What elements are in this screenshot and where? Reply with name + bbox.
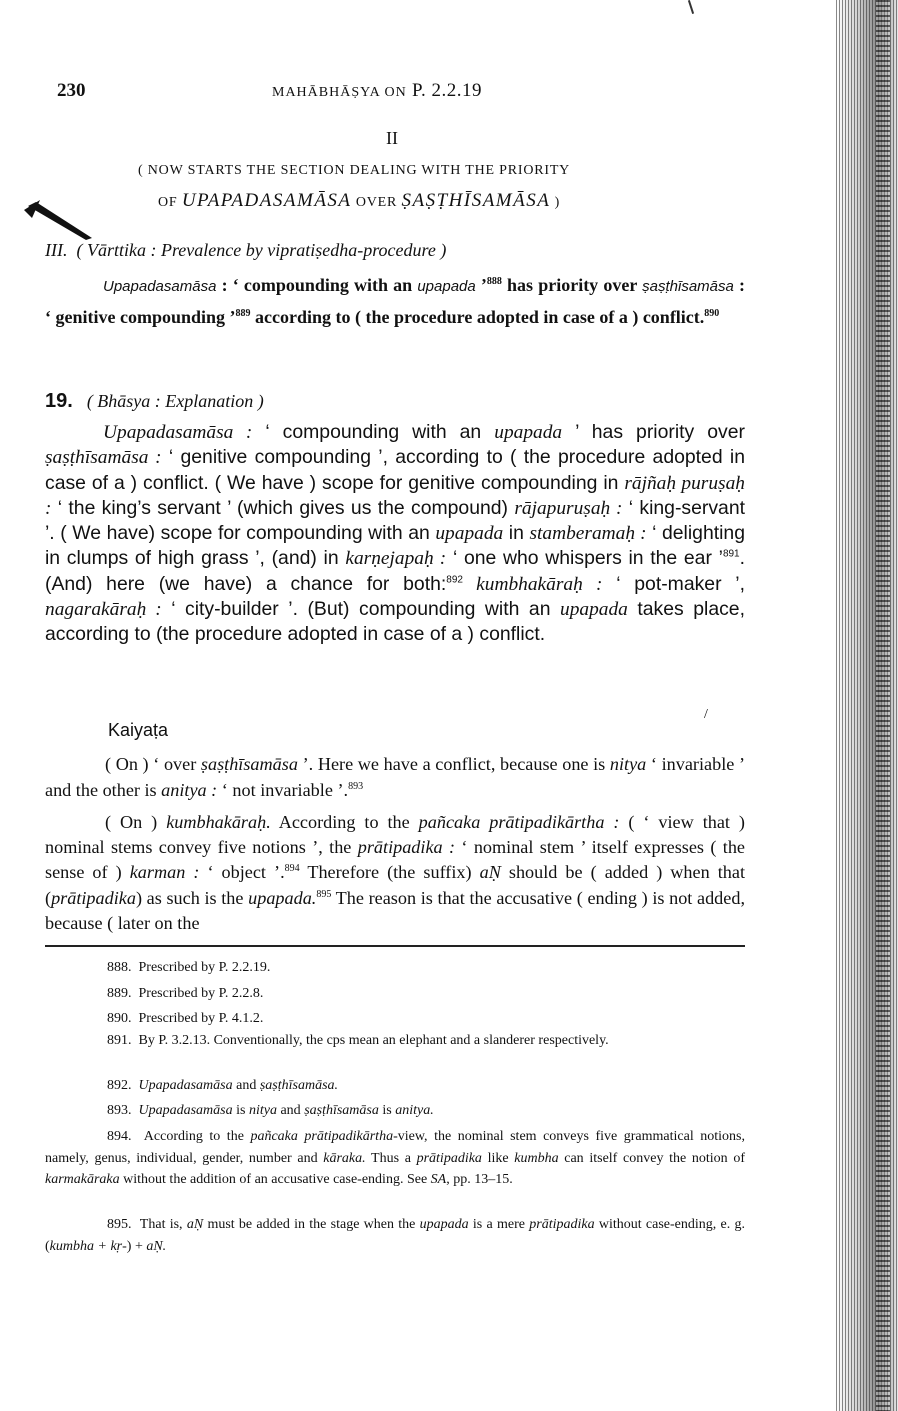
section-heading-line1: ( NOW STARTS THE SECTION DEALING WITH THE PRIORITY (138, 163, 571, 178)
bhasya-title: ( Bhāsya : Explanation ) (86, 391, 264, 411)
footnote-890: 890. Prescribed by P. 4.1.2. (107, 1011, 264, 1026)
fnref-895: 895 (316, 888, 332, 900)
fnref-892: 892 (446, 574, 463, 586)
scan-mark (688, 0, 694, 14)
bhasya-heading (45, 390, 264, 413)
running-head (272, 80, 482, 102)
bhasya-number: 19. (45, 390, 73, 412)
footnote-889: 889. Prescribed by P. 2.2.8. (107, 986, 264, 1001)
footnote-888: 888. Prescribed by P. 2.2.19. (107, 960, 271, 975)
section-number: II (386, 128, 398, 148)
kaiyata-heading: Kaiyaṭa (108, 720, 169, 740)
kaiyata-paragraph-1: ( On ) ‘ over ṣaṣṭhīsamāsa ’. Here we have a conflict, because one is nitya ‘ invariable ’ and the other is anitya : ‘ not invariable ’.$^{893}$ (45, 754, 746, 800)
footnote-894: 894. According to the pañcaka prātipadikārtha-view, the nominal stem conveys five grammatical notions, namely, genus, individual, gender, number and kāraka. Thus a prātipadika like kumbha can itself convey the notion of karmakāraka without the addition of an accusative case-ending. See SA, pp. 13–15. (45, 1129, 745, 1187)
page-number: 230 (57, 80, 86, 101)
heading-term-upapadasamasa: UPAPADASAMĀSA (181, 190, 352, 211)
footnote-divider (45, 945, 745, 947)
bhasya-text: Upapadasamāsa : ‘ compounding with an upapada ’ has priority over ṣaṣṭhīsamāsa : ‘ genitive compounding ’, according to ( the procedure adopted in case of a ) conflict. ( We have ) scope for genitive compounding in rājñaḥ puruṣaḥ : ‘ the king’s servant ’ (which gives us the compound) rājapuruṣaḥ : ‘ king-servant ’. ( We have) scope for compounding with an upapada in stamberamaḥ : ‘ delighting in clumps of high grass ’, (and) in karṇejapaḥ : ‘ one who whispers in the ear ’$^{891}$. (And) here (we have) a chance for both:$^{892}$ kumbhakāraḥ : ‘ pot-maker ’, nagarakāraḥ : ‘ city-builder ’. (But) compounding with an upapada takes place, according to (the procedure adopted in case of a ) conflict. (45, 421, 746, 646)
fnref-891: 891 (722, 549, 740, 561)
pencil-arrow-mark (22, 198, 96, 242)
fnref-893: 893 (348, 780, 364, 792)
fnref-889: 889 (235, 308, 251, 319)
kaiyata-paragraph-2: ( On ) kumbhakāraḥ. According to the pañcaka prātipadikārtha : ( ‘ view that ) nominal stems convey five notions ’, the prātipadika : ‘ nominal stem ’ itself expresses ( the sense of ) karman : ‘ object ’.$^{894}$ Therefore (the suffix) aṆ should be ( added ) when that (prātipadika) as such is the upapada.$^{895}$ The reason is that the accusative ( ending ) is not added, because ( later on the (45, 812, 746, 933)
varttika-title: ( Vārttika : Prevalence by vipratiṣedha-procedure ) (76, 240, 447, 260)
footnote-895: 895. That is, aṆ must be added in the stage when the upapada is a mere prātipadika without case-ending, e. g.(kumbha + kṛ-) + aṆ. (45, 1217, 746, 1254)
varttika-heading (45, 240, 446, 261)
running-head-ref: P. 2.2.19 (412, 80, 482, 101)
running-head-title: MAHĀBHĀṢYA ON (272, 85, 407, 100)
fnref-894: 894 (284, 863, 300, 875)
footnote-892: 892. Upapadasamāsa and ṣaṣṭhīsamāsa. (107, 1078, 339, 1093)
heading-term-sasthisamasa: ṢAṢṬHĪSAMĀSA (401, 190, 551, 211)
section-heading-line2: OF UPAPADASAMĀSA OVER ṢAṢṬHĪSAMĀSA ) (158, 190, 561, 211)
varttika-label: III. (45, 240, 68, 260)
varttika-text: Upapadasamāsa : ‘ compounding with an upapada ’$^{888}$ has priority over ṣaṣṭhīsamāsa : ‘ genitive compounding ’$^{889}$ according to ( the procedure adopted in case of a ) conflict.$^{890}$ (45, 275, 745, 327)
fnref-890: 890 (704, 308, 720, 319)
footnote-891: 891. By P. 3.2.13. Conventionally, the cps mean an elephant and a slanderer respectively. (107, 1033, 609, 1048)
scan-binding-shadow-inner (876, 0, 890, 1411)
footnote-893: 893. Upapadasamāsa is nitya and ṣaṣṭhīsamāsa is anitya. (107, 1103, 434, 1118)
fnref-888: 888 (486, 276, 502, 287)
pencil-tick-mark: / (704, 707, 708, 722)
